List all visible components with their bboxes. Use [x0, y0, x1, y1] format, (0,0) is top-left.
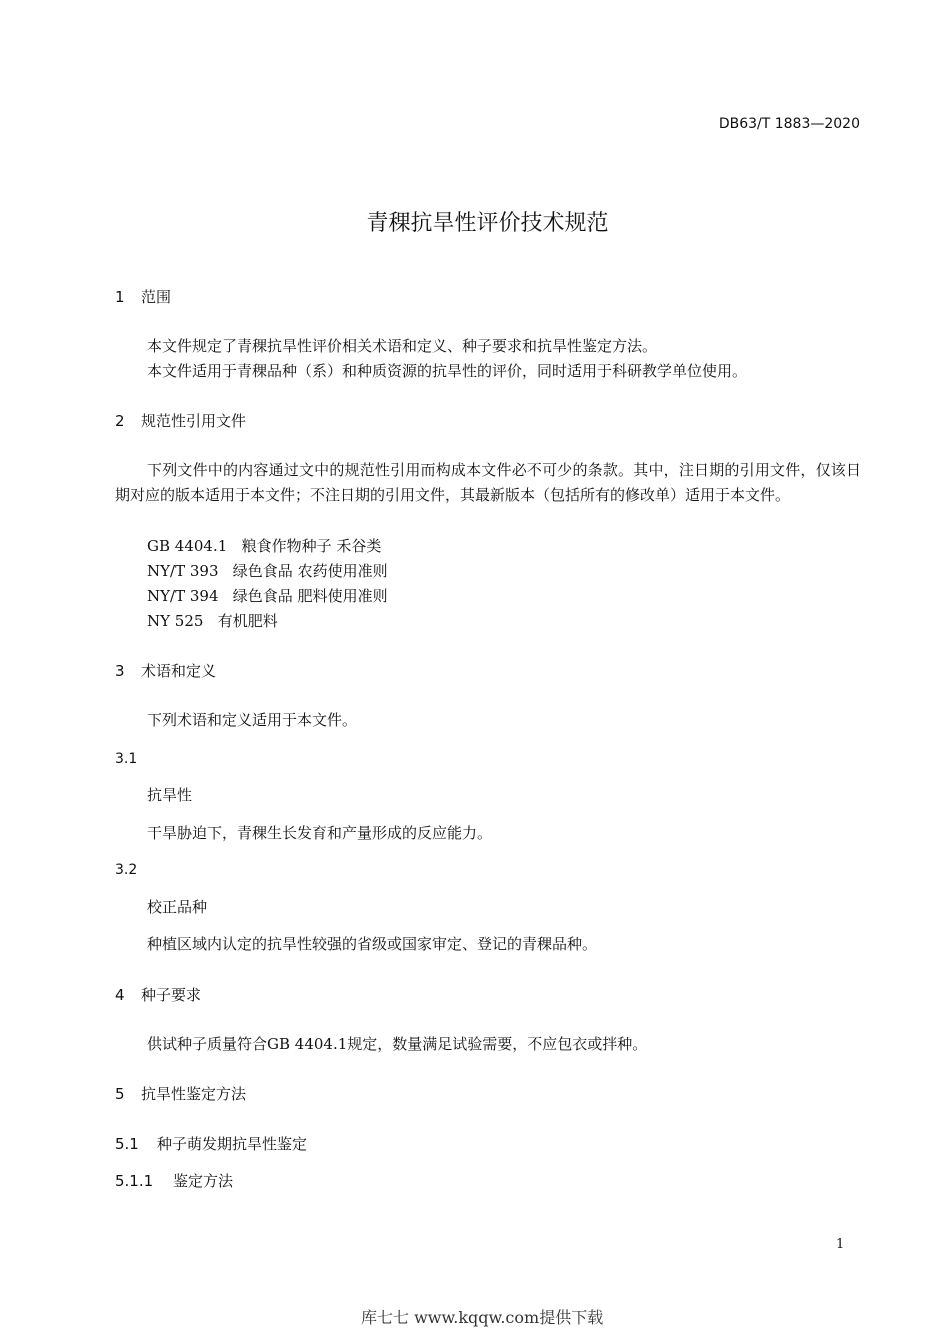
term-definition: 种植区域内认定的抗旱性较强的省级或国家审定、登记的青稞品种。 — [147, 935, 598, 953]
reference-item: NY/T 394 绿色食品 肥料使用准则 — [147, 587, 388, 605]
footer-watermark: 库七七 www.kqqw.com提供下载 — [361, 1308, 604, 1327]
section-3-heading: 3 术语和定义 — [115, 662, 217, 680]
section-5-heading: 5 抗旱性鉴定方法 — [115, 1085, 247, 1103]
page-number: 1 — [836, 1237, 845, 1252]
term-name: 校正品种 — [147, 898, 208, 916]
reference-item: GB 4404.1 粮食作物种子 禾谷类 — [147, 537, 382, 555]
subsection-heading: 5.1 种子萌发期抗旱性鉴定 — [115, 1135, 308, 1153]
reference-item: NY/T 393 绿色食品 农药使用准则 — [147, 562, 388, 580]
section-4-paragraph: 供试种子质量符合GB 4404.1规定，数量满足试验需要，不应包衣或拌种。 — [147, 1035, 648, 1053]
term-definition: 干旱胁迫下，青稞生长发育和产量形成的反应能力。 — [147, 824, 493, 842]
section-1-paragraph: 本文件适用于青稞品种（系）和种质资源的抗旱性的评价，同时适用于科研教学单位使用。 — [147, 362, 748, 380]
section-2-heading: 2 规范性引用文件 — [115, 412, 247, 430]
document-title: 青稞抗旱性评价技术规范 — [366, 211, 609, 236]
section-3-paragraph: 下列术语和定义适用于本文件。 — [147, 711, 358, 729]
term-number: 3.2 — [115, 862, 138, 878]
term-name: 抗旱性 — [147, 786, 193, 804]
section-4-heading: 4 种子要求 — [115, 986, 202, 1004]
subsection-heading: 5.1.1 鉴定方法 — [115, 1172, 234, 1190]
term-number: 3.1 — [115, 751, 138, 767]
section-1-heading: 1 范围 — [115, 288, 172, 306]
section-1-paragraph: 本文件规定了青稞抗旱性评价相关术语和定义、种子要求和抗旱性鉴定方法。 — [147, 337, 658, 355]
standard-code: DB63/T 1883—2020 — [718, 116, 860, 132]
reference-item: NY 525 有机肥料 — [147, 612, 278, 630]
section-2-paragraph: 下列文件中的内容通过文中的规范性引用而构成本文件必不可少的条款。其中，注日期的引用文件，仅该日期对应的版本适用于本文件；不注日期的引用文件，其最新版本（包括所有的修改单）适用于本文件。 — [115, 461, 861, 504]
